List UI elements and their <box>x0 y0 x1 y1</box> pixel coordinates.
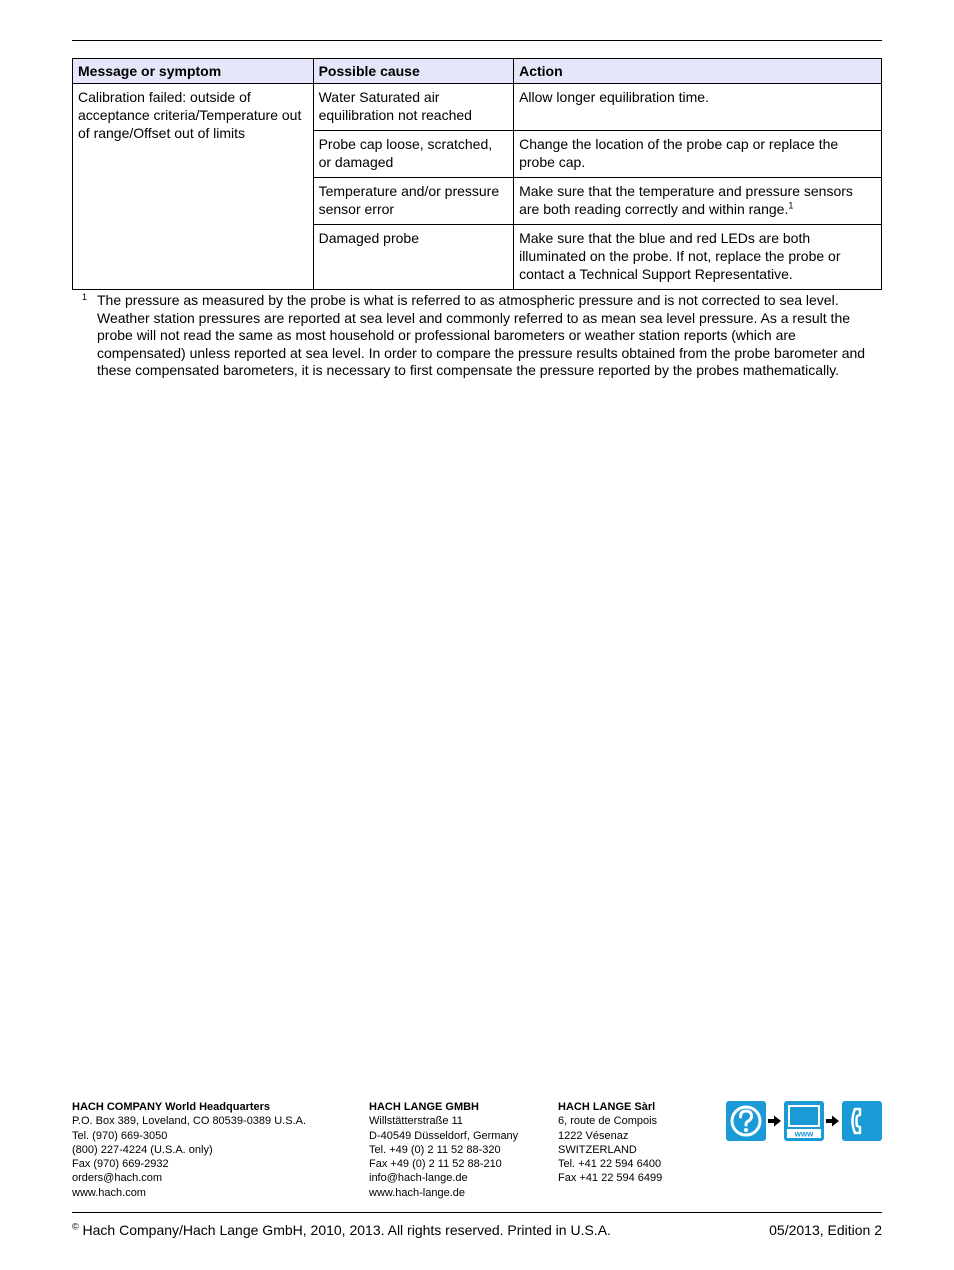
action-cell: Change the location of the probe cap or replace the probe cap. <box>514 131 882 178</box>
arrow-right-icon <box>826 1116 839 1127</box>
address-hach-lange-gmbh <box>369 1100 518 1200</box>
computer-www-icon <box>784 1101 824 1141</box>
troubleshooting-table <box>72 58 882 290</box>
copyright-notice <box>72 1222 611 1238</box>
cause-cell: Probe cap loose, scratched, or damaged <box>313 131 513 178</box>
address-line: 6, route de Compois <box>558 1115 658 1128</box>
support-icons <box>726 1100 882 1142</box>
symptom-cell: Calibration failed: outside of acceptance criteria/Temperature out of range/Offset out of limits <box>73 84 314 290</box>
support-icons-graphic <box>726 1100 882 1142</box>
address-hach-company <box>72 1100 306 1200</box>
address-line: Fax +41 22 594 6499 <box>558 1172 663 1185</box>
table-row <box>73 84 882 131</box>
footnote-ref[interactable]: 1 <box>788 200 794 211</box>
action-cell <box>514 178 882 225</box>
cause-cell: Water Saturated air equilibration not reached <box>313 84 513 131</box>
question-icon <box>726 1101 766 1141</box>
copyright-text: Hach Company/Hach Lange GmbH, 2010, 2013. All rights reserved. Printed in U.S.A. <box>82 1222 611 1238</box>
footnote <box>82 292 882 380</box>
phone-icon <box>842 1101 882 1141</box>
action-text: Make sure that the temperature and pressure sensors are both reading correctly and within range. <box>519 183 853 217</box>
address-line: (800) 227-4224 (U.S.A. only) <box>72 1143 213 1156</box>
email-link[interactable]: info@hach-lange.de <box>369 1172 468 1185</box>
address-line: Tel. +41 22 594 6400 <box>558 1158 662 1171</box>
www-label: www <box>794 1129 814 1139</box>
address-line: Tel. (970) 669-3050 <box>72 1129 168 1142</box>
website-link[interactable]: www.hach-lange.de <box>369 1186 466 1199</box>
header-cause: Possible cause <box>313 59 513 84</box>
arrow-right-icon <box>768 1116 781 1127</box>
action-cell: Make sure that the blue and red LEDs are both illuminated on the probe. If not, replace the probe or contact a Technical Support Representative. <box>514 225 882 290</box>
address-name: HACH LANGE Sàrl <box>558 1101 656 1113</box>
table-header-row <box>73 59 882 84</box>
header-message: Message or symptom <box>73 59 314 84</box>
address-name: HACH COMPANY World Headquarters <box>72 1101 271 1113</box>
website-link[interactable]: www.hach.com <box>72 1186 146 1199</box>
address-line: D-40549 Düsseldorf, Germany <box>369 1129 519 1142</box>
address-name: HACH LANGE GMBH <box>369 1101 479 1113</box>
action-cell: Allow longer equilibration time. <box>514 84 882 131</box>
address-line: 1222 Vésenaz <box>558 1129 629 1142</box>
cause-cell: Temperature and/or pressure sensor error <box>313 178 513 225</box>
cause-cell: Damaged probe <box>313 225 513 290</box>
address-line: Fax (970) 669-2932 <box>72 1158 169 1171</box>
address-hach-lange-sarl <box>558 1100 662 1186</box>
footnote-mark: 1 <box>82 292 88 302</box>
address-line: Tel. +49 (0) 2 11 52 88-320 <box>369 1143 501 1156</box>
address-line: Fax +49 (0) 2 11 52 88-210 <box>369 1158 502 1171</box>
top-rule <box>72 40 882 41</box>
bottom-rule <box>72 1212 882 1213</box>
email-link[interactable]: orders@hach.com <box>72 1172 163 1185</box>
address-line: SWITZERLAND <box>558 1143 637 1156</box>
footnote-text: The pressure as measured by the probe is what is referred to as atmospheric pressure and is not corrected to sea level. Weather station pressures are reported at sea level and commonly referred to as mean sea level pressure. As a result the probe will not read the same as most household or professional barometers or weather station reports (which are compensated) unless reported at sea level. In order to compare the pressure results obtained from the probe barometer and these compensated barometers, it is necessary to first compensate the pressure reported by the probes mathematically. <box>97 292 866 378</box>
address-line: Willstätterstraße 11 <box>369 1115 463 1128</box>
copyright-symbol: © <box>72 1221 79 1232</box>
header-action: Action <box>514 59 882 84</box>
edition-label: 05/2013, Edition 2 <box>769 1222 882 1238</box>
address-line: P.O. Box 389, Loveland, CO 80539-0389 U.S.A. <box>72 1115 307 1128</box>
